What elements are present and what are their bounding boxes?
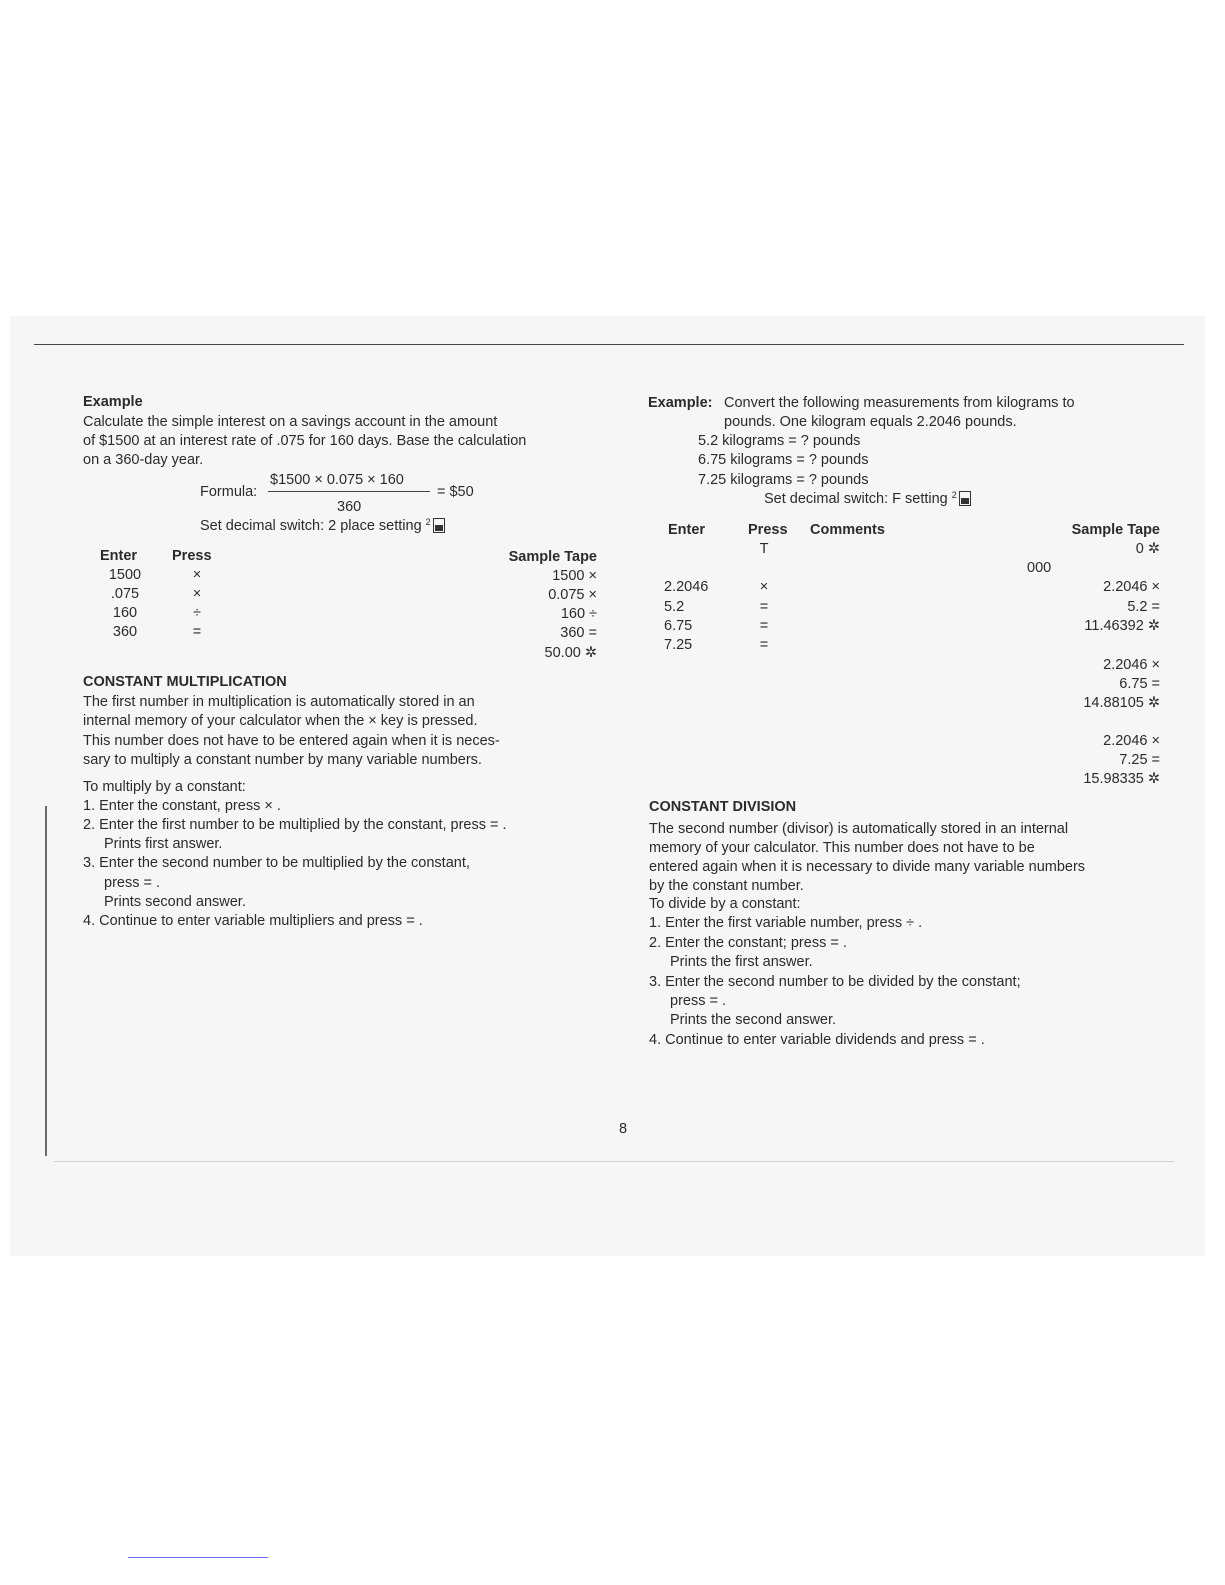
tape-line: 0 ✲ [1135,541,1160,557]
step-line: 4. Continue to enter variable dividends and press = . [649,1032,985,1048]
press-cell: = [759,618,769,634]
section-line: by the constant number. [649,878,804,894]
decimal-switch-label: Set decimal switch: F setting [764,491,948,507]
press-cell: = [759,637,769,653]
left-edge-mark [45,806,47,1156]
section-line: The second number (divisor) is automatically stored in an internal [649,821,1069,837]
col-header-enter: Enter [668,522,706,538]
formula-result: = $50 [437,484,474,500]
switch-top-label: 2 [951,490,957,500]
measure-line: 6.75 kilograms = ? pounds [698,452,869,468]
formula-denominator: 360 [337,499,362,515]
step-line: 4. Continue to enter variable multipliers and press = . [83,913,423,929]
col-header-press: Press [172,548,212,564]
step-line: 2. Enter the constant; press = . [649,935,847,951]
tape-line: 5.2 = [1127,599,1160,615]
top-rule [34,344,1184,345]
decimal-switch-icon [433,518,445,533]
enter-cell: 7.25 [664,637,693,653]
enter-cell: 360 [112,624,138,640]
section-line: internal memory of your calculator when the × key is pressed. [83,713,478,729]
step-line: 2. Enter the first number to be multiplied by the constant, press = . [83,817,507,833]
press-cell: = [759,599,769,615]
tape-line: 50.00 ✲ [544,645,597,661]
section-heading: CONSTANT DIVISION [649,799,797,815]
col-header-enter: Enter [100,548,138,564]
tape-line: 15.98335 ✲ [1083,771,1160,787]
press-cell: ÷ [193,605,201,621]
tape-line: 7.25 = [1119,752,1160,768]
tape-line: 11.46392 ✲ [1084,618,1160,634]
enter-cell: 160 [112,605,138,621]
page-number: 8 [619,1121,628,1137]
tape-line: 2.2046 × [1103,579,1160,595]
decimal-switch-icon [959,491,971,506]
step-line: 1. Enter the constant, press × . [83,798,281,814]
formula-numerator: $1500 × 0.075 × 160 [270,472,404,488]
stray-mark: 000 [1027,560,1052,576]
example-line: pounds. One kilogram equals 2.2046 pounds. [724,414,1017,430]
step-line: 3. Enter the second number to be multiplied by the constant, [83,855,470,871]
enter-cell: 5.2 [664,599,685,615]
col-header-comments: Comments [810,522,885,538]
example-heading: Example [83,394,143,410]
press-cell: × [192,567,202,583]
step-line: Prints second answer. [104,894,246,910]
bottom-rule [54,1161,1174,1162]
intro-line: on a 360-day year. [83,452,204,468]
enter-cell: 1500 [108,567,142,583]
press-cell: × [192,586,202,602]
step-line: Prints first answer. [104,836,223,852]
col-header-tape: Sample Tape [508,549,597,565]
decimal-switch-text [764,490,971,510]
scan-link-underline [128,1557,268,1558]
tape-line: 0.075 × [548,587,597,603]
fraction-bar [268,491,430,492]
enter-cell: 6.75 [664,618,693,634]
intro-line: Calculate the simple interest on a savings account in the amount [83,414,498,430]
tape-line: 6.75 = [1119,676,1160,692]
decimal-switch-text [200,517,445,537]
press-cell: T [759,541,769,557]
section-line: memory of your calculator. This number does not have to be [649,840,1035,856]
step-line: 1. Enter the first variable number, press ÷ . [649,915,923,931]
steps-intro: To multiply by a constant: [83,779,246,795]
measure-line: 5.2 kilograms = ? pounds [698,433,861,449]
step-line: Prints the second answer. [670,1012,837,1028]
section-line: entered again when it is necessary to divide many variable numbers [649,859,1086,875]
tape-line: 160 ÷ [560,606,597,622]
col-header-tape: Sample Tape [1071,522,1160,538]
switch-top-label: 2 [425,517,431,527]
section-line: The first number in multiplication is automatically stored in an [83,694,475,710]
section-line: sary to multiply a constant number by many variable numbers. [83,752,482,768]
tape-line: 360 = [560,625,597,641]
enter-cell: 2.2046 [664,579,709,595]
enter-cell: .075 [110,586,140,602]
tape-line: 2.2046 × [1103,733,1160,749]
section-line: This number does not have to be entered again when it is neces- [83,733,500,749]
formula-label: Formula: [200,484,258,500]
col-header-press: Press [748,522,788,538]
section-heading: CONSTANT MULTIPLICATION [83,674,287,690]
step-line: 3. Enter the second number to be divided by the constant; [649,974,1021,990]
tape-line: 1500 × [552,568,597,584]
press-cell: = [192,624,202,640]
steps-intro: To divide by a constant: [649,896,801,912]
decimal-switch-label: Set decimal switch: 2 place setting [200,518,422,534]
step-line: press = . [104,875,161,891]
tape-line: 2.2046 × [1103,657,1160,673]
measure-line: 7.25 kilograms = ? pounds [698,472,869,488]
tape-line: 14.88105 ✲ [1083,695,1160,711]
press-cell: × [759,579,769,595]
step-line: press = . [670,993,727,1009]
example-line: Convert the following measurements from kilograms to [724,395,1075,411]
intro-line: of $1500 at an interest rate of .075 for 160 days. Base the calculation [83,433,527,449]
step-line: Prints the first answer. [670,954,813,970]
example-label: Example: [648,395,713,411]
